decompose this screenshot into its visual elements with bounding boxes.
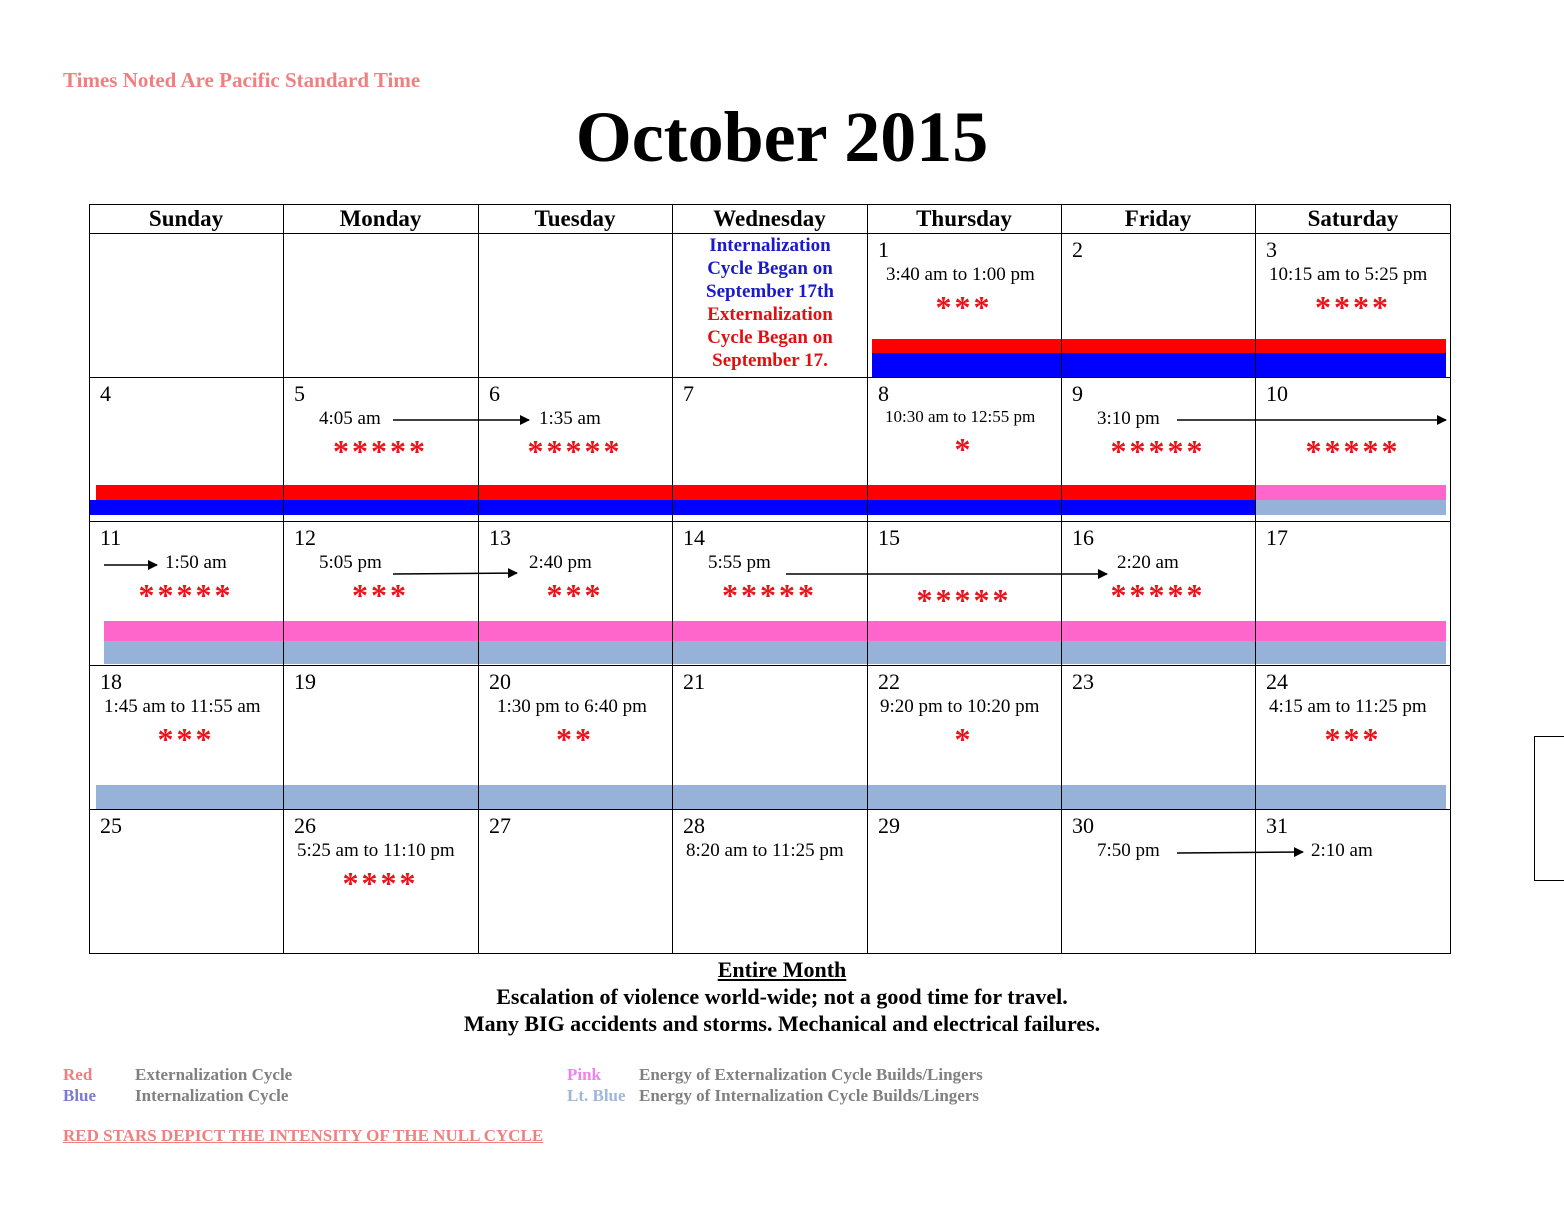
day-number: 25 xyxy=(100,813,122,838)
day-number: 27 xyxy=(489,813,511,838)
intensity-stars: ***** xyxy=(916,582,1012,618)
weekday-thursday: Thursday xyxy=(916,206,1012,231)
day-number: 4 xyxy=(100,381,111,406)
day-number: 23 xyxy=(1072,669,1094,694)
weekday-tuesday: Tuesday xyxy=(534,206,616,231)
weekday-monday: Monday xyxy=(339,206,422,231)
day-number: 21 xyxy=(683,669,705,694)
day-number: 29 xyxy=(878,813,900,838)
summary-line2: Many BIG accidents and storms. Mechanical and electrical failures. xyxy=(463,1011,1101,1036)
weekday-wednesday: Wednesday xyxy=(713,206,826,231)
day-number: 30 xyxy=(1072,813,1094,838)
arrow-12-to-13 xyxy=(393,573,517,574)
summary-heading-text: Entire Month xyxy=(717,957,847,982)
legend-key: Blue xyxy=(63,1086,97,1105)
externalization-note-line2: Cycle Began on xyxy=(707,327,833,348)
day-number: 3 xyxy=(1266,237,1277,262)
intensity-stars: * xyxy=(954,431,974,467)
summary-heading xyxy=(0,956,1564,983)
legend-item-blue xyxy=(63,1085,288,1106)
span-arrows xyxy=(89,204,1451,954)
page-edge-box xyxy=(1534,736,1564,881)
timezone-note: Times Noted Are Pacific Standard Time xyxy=(63,68,421,92)
arrow-30-to-31 xyxy=(1177,852,1303,853)
summary-line1: Escalation of violence world-wide; not a good time for travel. xyxy=(496,984,1068,1009)
null-cycle-time: 1:50 am xyxy=(165,552,227,573)
internalization-note-line1: Internalization xyxy=(709,235,831,256)
legend-item-ltblue xyxy=(567,1085,979,1106)
null-cycle-time: 4:05 am xyxy=(319,408,381,429)
null-cycle-time: 9:20 pm to 10:20 pm xyxy=(880,696,1040,717)
day-number: 22 xyxy=(878,669,900,694)
legend-label: Internalization Cycle xyxy=(135,1086,289,1105)
null-cycle-time: 2:20 am xyxy=(1117,552,1179,573)
day-number: 17 xyxy=(1266,525,1288,550)
legend-key: Lt. Blue xyxy=(567,1086,626,1105)
legend-label: Energy of Internalization Cycle Builds/Lingers xyxy=(639,1086,979,1105)
internalization-note-line2: Cycle Began on xyxy=(707,258,833,279)
weekday-saturday: Saturday xyxy=(1307,206,1399,231)
null-cycle-time: 3:40 am to 1:00 pm xyxy=(886,264,1035,285)
null-cycle-time: 2:40 pm xyxy=(529,552,592,573)
null-cycle-time: 10:30 am to 12:55 pm xyxy=(885,407,1036,426)
null-cycle-footer: RED STARS DEPICT THE INTENSITY OF THE NULL CYCLE xyxy=(63,1126,544,1145)
day-number: 1 xyxy=(878,237,889,262)
null-cycle-time: 10:15 am to 5:25 pm xyxy=(1269,264,1428,285)
day-number: 11 xyxy=(100,525,122,550)
calendar-grid xyxy=(89,204,1451,954)
day-number: 24 xyxy=(1266,669,1288,694)
null-cycle-time: 5:55 pm xyxy=(708,552,771,573)
intensity-stars: *** xyxy=(352,577,409,613)
null-cycle-time: 5:05 pm xyxy=(319,552,382,573)
day-number: 6 xyxy=(489,381,500,406)
internalization-note-line3: September 17th xyxy=(706,281,834,302)
intensity-stars: ***** xyxy=(1305,433,1401,469)
intensity-stars: *** xyxy=(546,577,604,613)
day-number: 26 xyxy=(294,813,316,838)
legend-label: Externalization Cycle xyxy=(135,1065,293,1084)
weekday-friday: Friday xyxy=(1124,206,1192,231)
legend-item-pink xyxy=(567,1064,983,1085)
null-cycle-time: 8:20 am to 11:25 pm xyxy=(686,840,844,861)
null-cycle-time: 5:25 am to 11:10 pm xyxy=(297,840,455,861)
day-number: 28 xyxy=(683,813,705,838)
null-cycle-time: 2:10 am xyxy=(1311,840,1373,861)
null-cycle-time: 1:35 am xyxy=(539,408,601,429)
intensity-stars: ** xyxy=(556,721,594,757)
intensity-stars: *** xyxy=(935,289,993,325)
day-number: 12 xyxy=(294,525,316,550)
day-number: 9 xyxy=(1072,381,1083,406)
intensity-stars: ***** xyxy=(1110,577,1206,613)
intensity-stars: *** xyxy=(1324,721,1382,757)
intensity-stars: ***** xyxy=(722,577,817,613)
legend-item-red xyxy=(63,1064,292,1085)
null-cycle-time: 1:30 pm to 6:40 pm xyxy=(497,696,647,717)
day-number: 5 xyxy=(294,381,305,406)
day-number: 20 xyxy=(489,669,511,694)
intensity-stars: **** xyxy=(1315,289,1391,325)
day-number: 15 xyxy=(878,525,900,550)
day-number: 10 xyxy=(1266,381,1288,406)
intensity-stars: **** xyxy=(342,865,419,901)
intensity-stars: ***** xyxy=(138,577,234,613)
intensity-stars: ***** xyxy=(1110,433,1206,469)
intensity-stars: *** xyxy=(157,721,215,757)
null-cycle-time: 3:10 pm xyxy=(1097,408,1160,429)
day-number: 13 xyxy=(489,525,511,550)
page-title: October 2015 xyxy=(575,97,989,177)
legend-key: Red xyxy=(63,1065,93,1084)
day-number: 18 xyxy=(100,669,122,694)
day-number: 19 xyxy=(294,669,316,694)
externalization-note-line1: Externalization xyxy=(707,304,833,325)
day-number: 8 xyxy=(878,381,889,406)
intensity-stars: ***** xyxy=(333,433,428,469)
null-cycle-time: 4:15 am to 11:25 pm xyxy=(1269,696,1427,717)
legend-key: Pink xyxy=(567,1065,602,1084)
day-number: 16 xyxy=(1072,525,1094,550)
weekday-sunday: Sunday xyxy=(148,206,224,231)
legend-label: Energy of Externalization Cycle Builds/Lingers xyxy=(639,1065,983,1084)
null-cycle-time: 7:50 pm xyxy=(1097,840,1160,861)
day-number: 14 xyxy=(683,525,705,550)
null-cycle-time: 1:45 am to 11:55 am xyxy=(104,696,261,717)
day-number: 2 xyxy=(1072,237,1083,262)
day-number: 31 xyxy=(1266,813,1288,838)
day-number: 7 xyxy=(683,381,694,406)
intensity-stars: * xyxy=(954,721,974,757)
intensity-stars: ***** xyxy=(527,433,623,469)
externalization-note-line3: September 17. xyxy=(712,350,828,371)
